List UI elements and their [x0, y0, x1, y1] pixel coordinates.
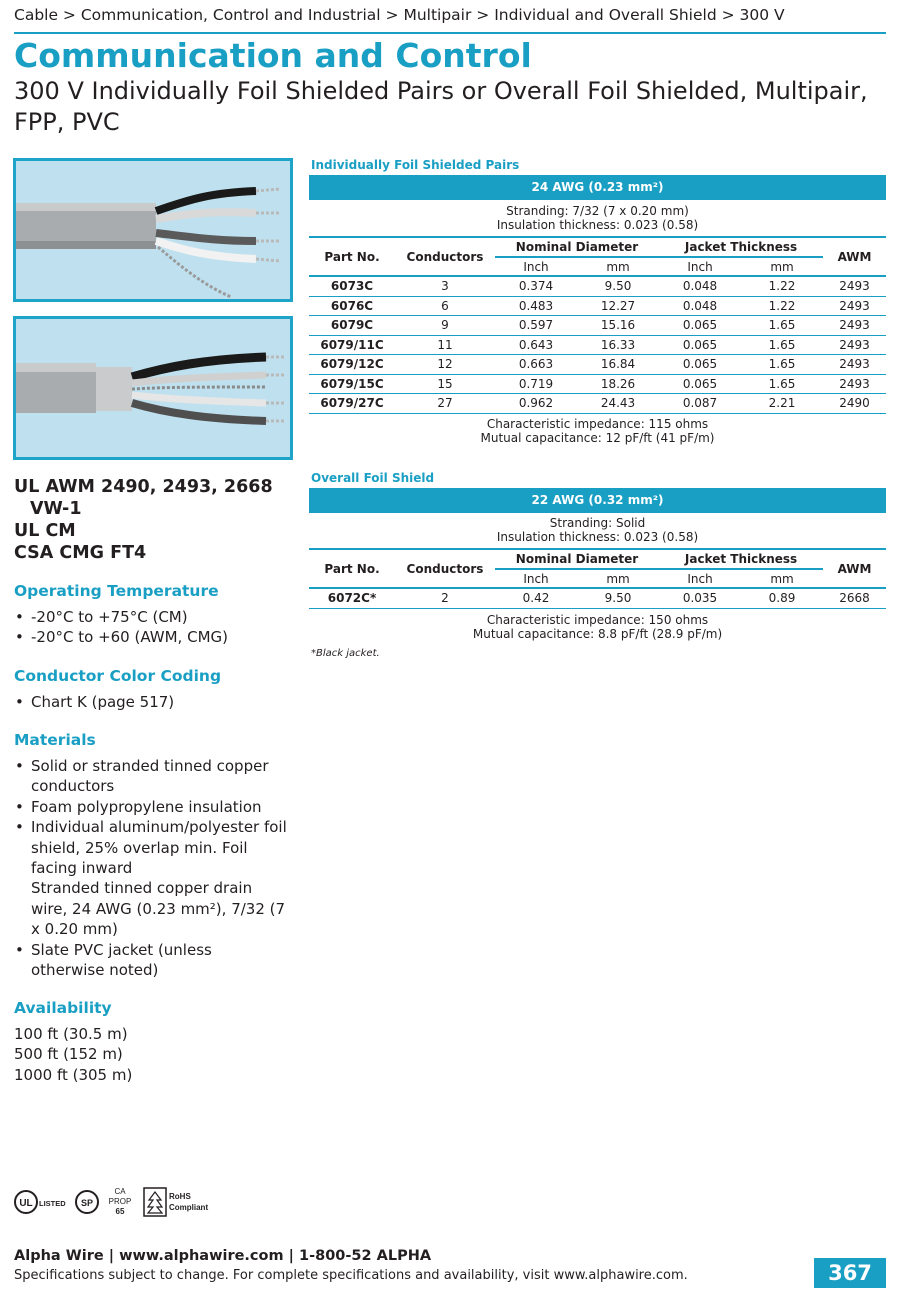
materials-list — [14, 756, 289, 980]
color-coding-list — [14, 692, 289, 712]
svg-text:CA: CA — [114, 1187, 126, 1196]
part-number: 6079C — [309, 316, 395, 336]
table-row — [309, 276, 886, 296]
part-number: 6076C — [309, 296, 395, 316]
jacket-mm: 1.65 — [741, 374, 823, 394]
list-item: • -20°C to +60 (AWM, CMG) — [14, 627, 289, 647]
part-number: 6073C — [309, 276, 395, 296]
jacket-inch: 0.065 — [659, 355, 741, 375]
availability-item: 1000 ft (305 m) — [14, 1065, 133, 1084]
operating-temperature-list — [14, 607, 289, 648]
table-row — [309, 316, 886, 336]
conductors: 27 — [395, 394, 495, 414]
table2-capacitance: Mutual capacitance: 8.8 pF/ft (28.9 pF/m) — [472, 626, 723, 641]
cert-ul-cm: UL CM — [14, 521, 76, 541]
table1-label: Individually Foil Shielded Pairs — [311, 158, 520, 172]
table2-construction — [309, 517, 886, 544]
diameter-inch: 0.597 — [495, 316, 577, 336]
col-header-awm: AWM — [823, 238, 886, 276]
table1-stranding: Stranding: 7/32 (7 x 0.20 mm) — [506, 204, 689, 218]
table1-impedance: Characteristic impedance: 115 ohms — [486, 417, 709, 431]
diameter-mm: 24.43 — [577, 394, 659, 414]
jacket-mm: 0.89 — [741, 588, 823, 608]
part-number: 6072C* — [309, 588, 395, 608]
col-header-jacket-thickness: Jacket Thickness — [659, 238, 823, 257]
conductors: 12 — [395, 355, 495, 375]
table-row — [309, 588, 886, 608]
list-item: • Solid or stranded tinned copper conductors — [14, 756, 289, 797]
table-row — [309, 355, 886, 375]
diameter-inch: 0.663 — [495, 355, 577, 375]
table2-stranding: Stranding: Solid — [549, 516, 646, 530]
svg-text:Compliant: Compliant — [169, 1203, 209, 1212]
jacket-inch: 0.065 — [659, 374, 741, 394]
conductors: 11 — [395, 335, 495, 355]
table2-insulation: Insulation thickness: 0.023 (0.58) — [496, 529, 699, 544]
table-row — [309, 335, 886, 355]
diameter-inch: 0.643 — [495, 335, 577, 355]
svg-text:RoHS: RoHS — [169, 1192, 191, 1201]
diameter-inch: 0.719 — [495, 374, 577, 394]
jacket-mm: 1.65 — [741, 316, 823, 336]
awm: 2493 — [823, 374, 886, 394]
awm: 2490 — [823, 394, 886, 414]
conductors: 3 — [395, 276, 495, 296]
col-header-mm: mm — [741, 257, 823, 276]
jacket-inch: 0.087 — [659, 394, 741, 414]
col-header-conductors: Conductors — [395, 550, 495, 588]
col-header-nominal-diameter: Nominal Diameter — [495, 550, 659, 569]
conductors: 9 — [395, 316, 495, 336]
availability-list — [14, 1024, 132, 1085]
col-header-inch: Inch — [659, 569, 741, 588]
jacket-mm: 1.22 — [741, 276, 823, 296]
table2-impedance: Characteristic impedance: 150 ohms — [486, 613, 709, 627]
awm: 2493 — [823, 296, 886, 316]
ul-listed-logo-icon — [15, 1191, 66, 1213]
certifications — [14, 476, 273, 564]
header-rule — [14, 32, 886, 34]
diameter-mm: 18.26 — [577, 374, 659, 394]
awm: 2493 — [823, 316, 886, 336]
svg-text:SP: SP — [80, 1198, 94, 1208]
table1-insulation: Insulation thickness: 0.023 (0.58) — [496, 217, 699, 232]
list-item: Stranded tinned copper drain wire, 24 AWG (0.23 mm²), 7/32 (7 x 0.20 mm) — [31, 879, 286, 939]
conductors: 15 — [395, 374, 495, 394]
diameter-mm: 9.50 — [577, 588, 659, 608]
cert-csa: CSA CMG FT4 — [14, 543, 147, 563]
jacket-mm: 1.65 — [741, 335, 823, 355]
list-item: • Slate PVC jacket (unless otherwise noted) — [14, 940, 289, 981]
diameter-inch: 0.374 — [495, 276, 577, 296]
diameter-inch: 0.42 — [495, 588, 577, 608]
jacket-mm: 1.22 — [741, 296, 823, 316]
diameter-mm: 16.33 — [577, 335, 659, 355]
part-number: 6079/27C — [309, 394, 395, 414]
jacket-inch: 0.035 — [659, 588, 741, 608]
part-number: 6079/15C — [309, 374, 395, 394]
certification-logos — [14, 1184, 234, 1220]
jacket-inch: 0.048 — [659, 276, 741, 296]
diameter-mm: 9.50 — [577, 276, 659, 296]
table-row — [309, 394, 886, 414]
part-number: 6079/11C — [309, 335, 395, 355]
table1 — [309, 238, 886, 414]
diameter-mm: 15.16 — [577, 316, 659, 336]
col-header-mm: mm — [741, 569, 823, 588]
availability-item: 100 ft (30.5 m) — [14, 1025, 128, 1043]
table-row — [309, 374, 886, 394]
list-item: • -20°C to +75°C (CM) — [14, 607, 289, 627]
cert-vw1: VW-1 — [30, 499, 82, 519]
diameter-mm: 12.27 — [577, 296, 659, 316]
col-header-part-no: Part No. — [309, 238, 395, 276]
awm: 2668 — [823, 588, 886, 608]
col-header-inch: Inch — [659, 257, 741, 276]
col-header-nominal-diameter: Nominal Diameter — [495, 238, 659, 257]
awm: 2493 — [823, 335, 886, 355]
svg-text:UL: UL — [19, 1198, 33, 1209]
col-header-jacket-thickness: Jacket Thickness — [659, 550, 823, 569]
table1-electrical — [309, 418, 886, 445]
table1-awg-bar: 24 AWG (0.23 mm²) — [309, 175, 886, 200]
cable-photo-pairs — [13, 158, 293, 302]
availability-heading: Availability — [14, 999, 112, 1017]
jacket-inch: 0.048 — [659, 296, 741, 316]
operating-temperature-heading: Operating Temperature — [14, 582, 219, 600]
ul-listed-text: LISTED — [39, 1199, 66, 1208]
color-coding-heading: Conductor Color Coding — [14, 667, 222, 685]
diameter-mm: 16.84 — [577, 355, 659, 375]
footer-contact: Alpha Wire | www.alphawire.com | 1-800-52 ALPHA — [14, 1248, 432, 1264]
jacket-mm: 1.65 — [741, 355, 823, 375]
awm: 2493 — [823, 276, 886, 296]
jacket-inch: 0.065 — [659, 316, 741, 336]
cable-photo-overall-shield — [13, 316, 293, 460]
table2 — [309, 550, 886, 609]
col-header-inch: Inch — [495, 569, 577, 588]
awm: 2493 — [823, 355, 886, 375]
csa-logo-icon — [76, 1191, 98, 1213]
col-header-part-no: Part No. — [309, 550, 395, 588]
conductors: 2 — [395, 588, 495, 608]
jacket-mm: 2.21 — [741, 394, 823, 414]
page-subtitle: 300 V Individually Foil Shielded Pairs or Overall Foil Shielded, Multipair, FPP, PVC — [14, 77, 868, 136]
conductors: 6 — [395, 296, 495, 316]
col-header-awm: AWM — [823, 550, 886, 588]
table1-construction — [309, 205, 886, 232]
col-header-mm: mm — [577, 569, 659, 588]
table-row — [309, 296, 886, 316]
breadcrumb: Cable > Communication, Control and Industrial > Multipair > Individual and Overall Shield > 300 V — [14, 6, 785, 24]
list-item: • Foam polypropylene insulation — [14, 797, 289, 817]
table2-awg-bar: 22 AWG (0.32 mm²) — [309, 488, 886, 513]
cert-ul-awm: UL AWM 2490, 2493, 2668 — [14, 477, 273, 497]
table2-label: Overall Foil Shield — [311, 471, 435, 485]
page-number: 367 — [814, 1258, 886, 1288]
col-header-conductors: Conductors — [395, 238, 495, 276]
table2-electrical — [309, 614, 886, 641]
footer-disclaimer: Specifications subject to change. For complete specifications and availability, visit www.alphawire.com. — [14, 1268, 688, 1283]
diameter-inch: 0.962 — [495, 394, 577, 414]
svg-text:65: 65 — [115, 1207, 125, 1216]
diameter-inch: 0.483 — [495, 296, 577, 316]
ca-prop65-logo-icon — [109, 1187, 132, 1216]
svg-text:PROP: PROP — [108, 1197, 132, 1206]
list-item: • Chart K (page 517) — [14, 692, 289, 712]
materials-heading: Materials — [14, 731, 96, 749]
page-title: Communication and Control — [14, 36, 532, 75]
table1-capacitance: Mutual capacitance: 12 pF/ft (41 pF/m) — [480, 430, 715, 445]
list-item: • Individual aluminum/polyester foil shield, 25% overlap min. Foil facing inward — [14, 817, 289, 878]
col-header-inch: Inch — [495, 257, 577, 276]
part-number: 6079/12C — [309, 355, 395, 375]
jacket-inch: 0.065 — [659, 335, 741, 355]
availability-item: 500 ft (152 m) — [14, 1045, 123, 1064]
rohs-compliant-logo-icon — [144, 1188, 208, 1216]
table2-footnote: *Black jacket. — [311, 648, 380, 659]
col-header-mm: mm — [577, 257, 659, 276]
